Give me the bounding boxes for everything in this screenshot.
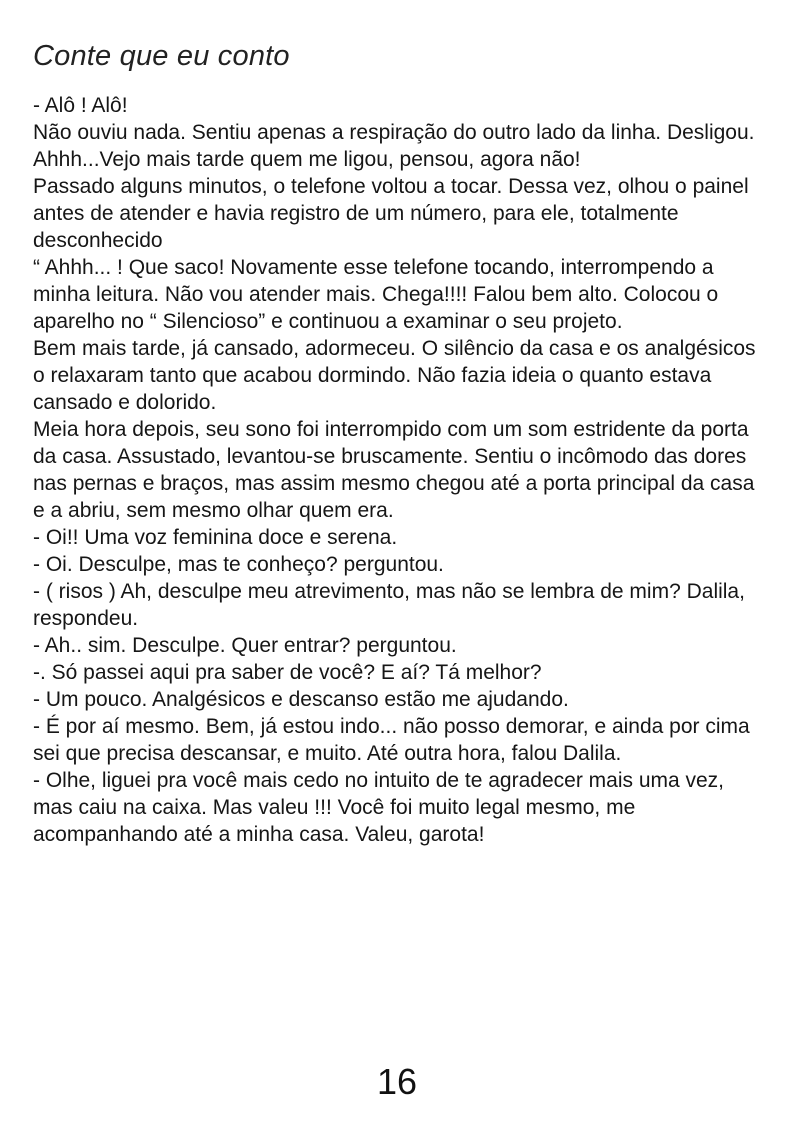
paragraph: - Alô ! Alô! xyxy=(33,94,128,117)
page-content xyxy=(33,36,769,848)
document-title: Conte que eu conto xyxy=(33,40,290,72)
paragraph: -. Só passei aqui pra saber de você? E aí? Tá melhor? xyxy=(33,661,542,684)
paragraph: “ Ahhh... ! Que saco! Novamente esse telefone tocando, interrompendo a minha leitura. Não vou atender mais. Chega!!!! Falou bem alto. Colocou o aparelho no “ Silencioso” e continuou a examinar o seu projeto. xyxy=(33,256,719,333)
page-number: 16 xyxy=(376,1061,418,1102)
paragraph: Passado alguns minutos, o telefone voltou a tocar. Dessa vez, olhou o painel antes de atender e havia registro de um número, para ele, totalmente desconhecido xyxy=(33,175,749,252)
paragraph: - Oi. Desculpe, mas te conheço? perguntou. xyxy=(33,553,444,576)
paragraph: - Ah.. sim. Desculpe. Quer entrar? perguntou. xyxy=(33,634,457,657)
paragraph: Não ouviu nada. Sentiu apenas a respiração do outro lado da linha. Desligou. Ahhh...Vejo mais tarde quem me ligou, pensou, agora não! xyxy=(33,121,755,171)
paragraph: - Um pouco. Analgésicos e descanso estão me ajudando. xyxy=(33,688,569,711)
paragraph: - ( risos ) Ah, desculpe meu atrevimento, mas não se lembra de mim? Dalila, respondeu. xyxy=(33,580,745,630)
paragraph: - É por aí mesmo. Bem, já estou indo... não posso demorar, e ainda por cima sei que precisa descansar, e muito. Até outra hora, falou Dalila. xyxy=(33,715,750,765)
story-body xyxy=(33,92,769,848)
paragraph: - Olhe, liguei pra você mais cedo no intuito de te agradecer mais uma vez, mas caiu na caixa. Mas valeu !!! Você foi muito legal mesmo, me acompanhando até a minha casa. Valeu, garota! xyxy=(33,769,725,846)
paragraph: Meia hora depois, seu sono foi interrompido com um som estridente da porta da casa. Assustado, levantou-se bruscamente. Sentiu o incômodo das dores nas pernas e braços, mas assim mesmo chegou até a porta principal da casa e a abriu, sem mesmo olhar quem era. xyxy=(33,418,755,522)
paragraph: Bem mais tarde, já cansado, adormeceu. O silêncio da casa e os analgésicos o relaxaram tanto que acabou dormindo. Não fazia ideia o quanto estava cansado e dolorido. xyxy=(33,337,756,414)
paragraph: - Oi!! Uma voz feminina doce e serena. xyxy=(33,526,398,549)
